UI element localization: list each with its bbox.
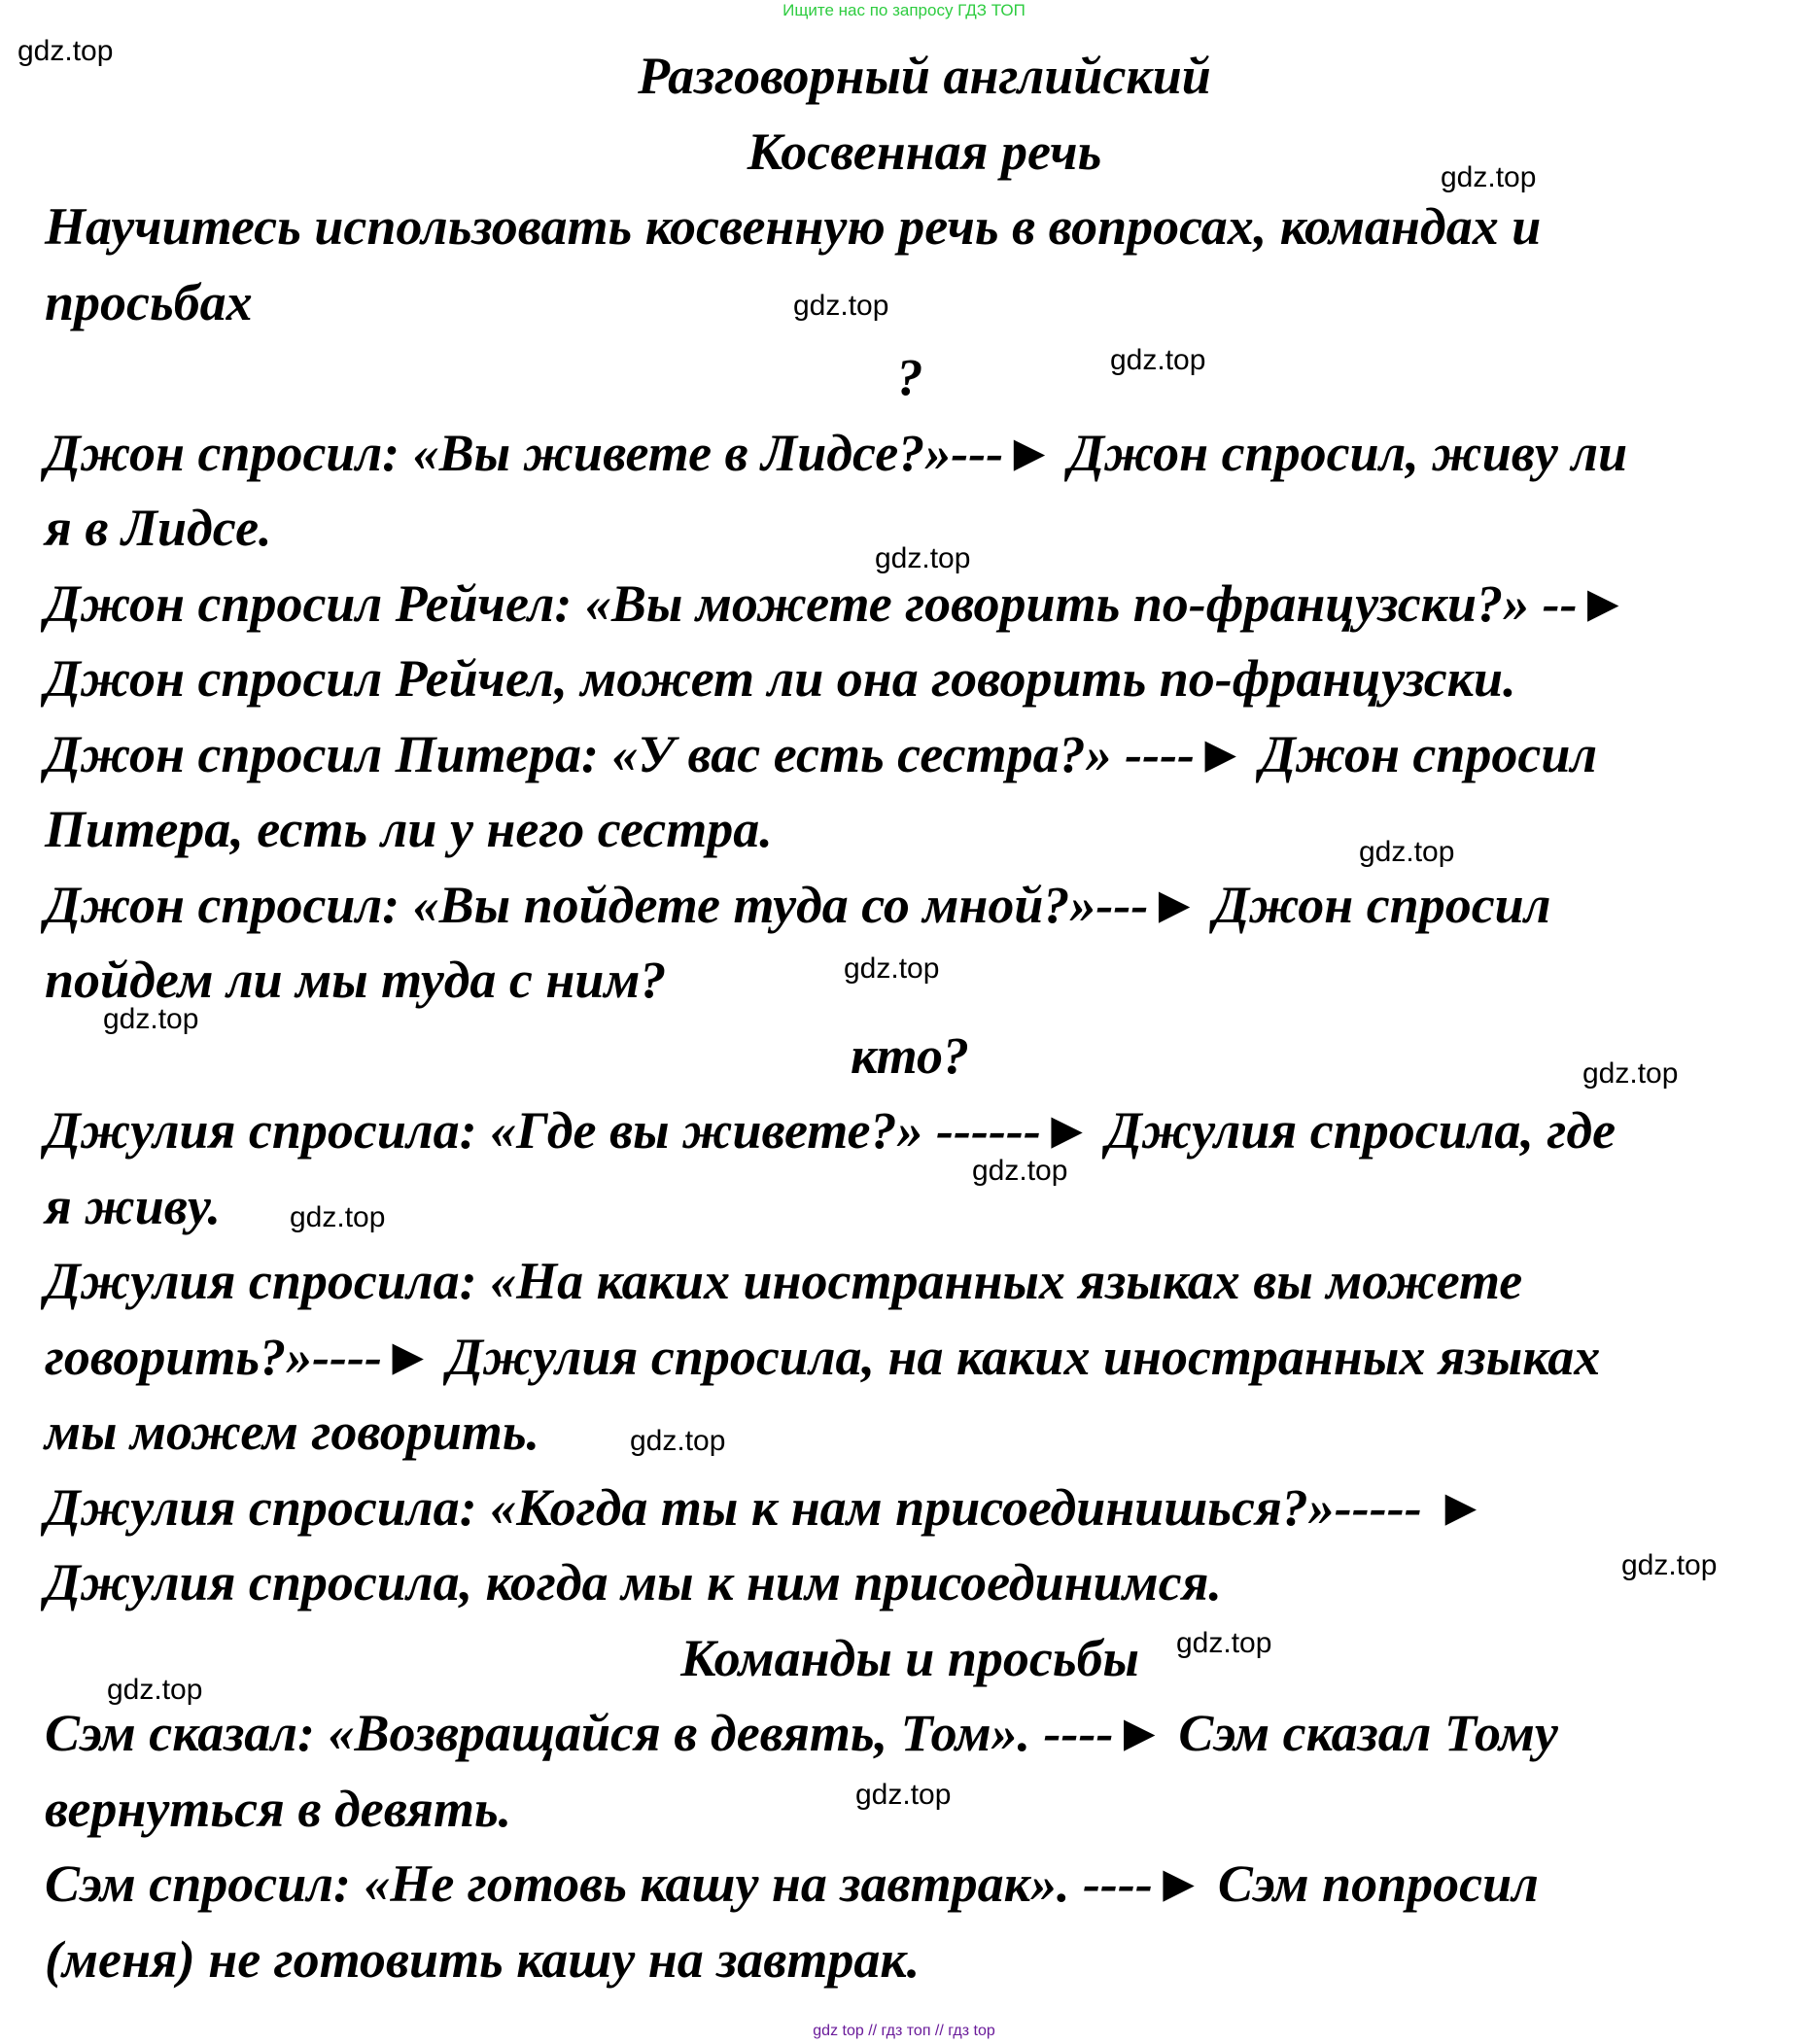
- watermark: gdz.top: [1110, 344, 1206, 376]
- section-heading-question: ?: [896, 348, 923, 406]
- watermark: gdz.top: [1359, 836, 1455, 868]
- example-line: вернуться в девять.: [45, 1779, 512, 1838]
- document-title: Разговорный английский: [638, 47, 1211, 105]
- example-line: я живу.: [45, 1176, 221, 1235]
- example-line: Джулия спросила: «Когда ты к нам присоединишься?»----- ►: [45, 1477, 1487, 1537]
- bottom-footer[interactable]: gdz top // гдз топ // гдз top: [813, 2023, 995, 2039]
- example-line: Джон спросил: «Вы пойдете туда со мной?»---► Джон спросил: [45, 875, 1551, 934]
- example-line: Джулия спросила: «На каких иностранных языках вы можете: [45, 1252, 1523, 1310]
- example-line: Джон спросил Рейчел: «Вы можете говорить по-французски?» --►: [45, 573, 1629, 633]
- watermark: gdz.top: [630, 1425, 726, 1457]
- section-heading-who: кто?: [851, 1025, 969, 1085]
- example-line: говорить?»----► Джулия спросила, на каких иностранных языках: [45, 1327, 1601, 1386]
- intro-line: просьбах: [45, 272, 253, 331]
- example-line: Джон спросил Питера: «У вас есть сестра?» ----► Джон спросил: [45, 724, 1598, 783]
- document-body: [45, 39, 1775, 1997]
- watermark: gdz.top: [17, 35, 114, 67]
- watermark: gdz.top: [1582, 1057, 1679, 1090]
- watermark: gdz.top: [290, 1201, 386, 1233]
- top-banner[interactable]: Ищите нас по запросу ГДЗ ТОП: [782, 1, 1026, 19]
- watermark: gdz.top: [844, 953, 940, 985]
- example-line: Джон спросил: «Вы живете в Лидсе?»---► Джон спросил, живу ли: [45, 423, 1628, 482]
- section-heading-commands: Команды и просьбы: [680, 1628, 1139, 1687]
- example-line: пойдем ли мы туда с ним?: [45, 951, 667, 1009]
- example-line: Джон спросил Рейчел, может ли она говорить по-французски.: [45, 649, 1516, 708]
- example-line: Сэм сказал: «Возвращайся в девять, Том». ----► Сэм сказал Тому: [45, 1704, 1558, 1762]
- example-line: Сэм спросил: «Не готовь кашу на завтрак». ----► Сэм попросил: [45, 1854, 1539, 1913]
- example-line: Джулия спросила, когда мы к ним присоединимся.: [45, 1553, 1222, 1611]
- watermark: gdz.top: [875, 542, 971, 574]
- watermark: gdz.top: [107, 1674, 203, 1706]
- watermark: gdz.top: [855, 1779, 952, 1811]
- watermark: gdz.top: [1176, 1627, 1272, 1659]
- watermark: gdz.top: [103, 1003, 199, 1035]
- watermark: gdz.top: [1441, 161, 1537, 193]
- watermark: gdz.top: [793, 290, 889, 322]
- watermark: gdz.top: [1621, 1549, 1718, 1581]
- example-line: Питера, есть ли у него сестра.: [45, 800, 773, 858]
- example-line: мы можем говорить.: [45, 1403, 539, 1461]
- watermark: gdz.top: [972, 1155, 1068, 1187]
- example-line: я в Лидсе.: [45, 499, 272, 557]
- document-subtitle: Косвенная речь: [747, 121, 1102, 181]
- intro-line: Научитесь использовать косвенную речь в вопросах, командах и: [45, 197, 1542, 256]
- example-line: (меня) не готовить кашу на завтрак.: [45, 1929, 921, 1989]
- example-line: Джулия спросила: «Где вы живете?» ------► Джулия спросила, где: [45, 1101, 1617, 1160]
